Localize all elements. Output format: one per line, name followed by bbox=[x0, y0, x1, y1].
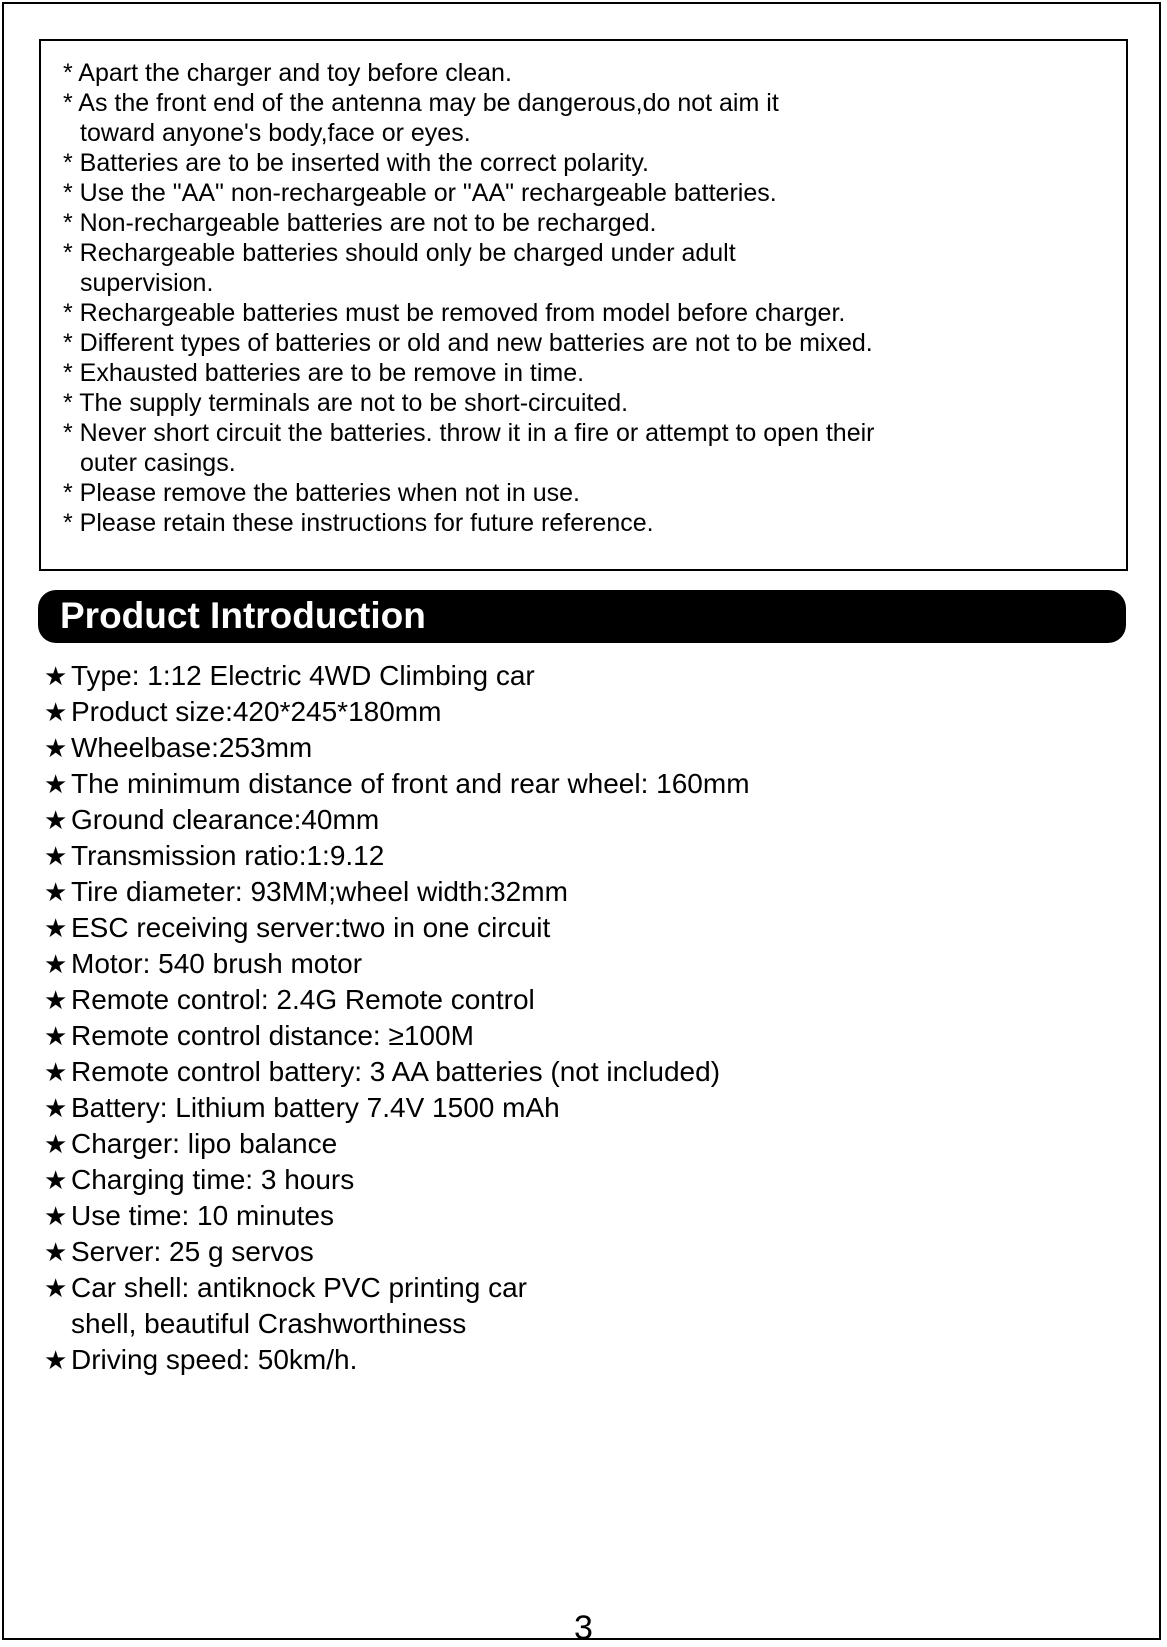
spec-text: Use time: 10 minutes bbox=[71, 1200, 334, 1231]
spec-item bbox=[44, 1198, 750, 1234]
spec-text: Wheelbase:253mm bbox=[71, 732, 313, 763]
page-number: 3 bbox=[574, 1609, 593, 1647]
star-icon: ★ bbox=[44, 769, 68, 799]
notice-item: * Different types of batteries or old and new batteries are not to be mixed. bbox=[63, 329, 873, 357]
spec-item bbox=[44, 874, 750, 910]
notice-item: * As the front end of the antenna may be dangerous,do not aim it toward anyone's body,face or eyes. bbox=[63, 89, 779, 147]
spec-text: ESC receiving server:two in one circuit bbox=[71, 912, 551, 943]
spec-text: Battery: Lithium battery 7.4V 1500 mAh bbox=[71, 1092, 560, 1123]
notice-item: * Non-rechargeable batteries are not to be recharged. bbox=[63, 209, 657, 237]
spec-item bbox=[44, 982, 750, 1018]
spec-text: Charger: lipo balance bbox=[71, 1128, 338, 1159]
notice-item: * Batteries are to be inserted with the correct polarity. bbox=[63, 149, 649, 177]
spec-text: Product size:420*245*180mm bbox=[71, 696, 442, 727]
spec-item bbox=[44, 1270, 750, 1342]
star-icon: ★ bbox=[44, 841, 68, 871]
star-icon: ★ bbox=[44, 697, 68, 727]
spec-item bbox=[44, 766, 750, 802]
section-title: Product Introduction bbox=[60, 595, 426, 636]
spec-text: Remote control: 2.4G Remote control bbox=[71, 984, 535, 1015]
spec-list bbox=[44, 658, 750, 1378]
spec-text: Type: 1:12 Electric 4WD Climbing car bbox=[71, 660, 535, 691]
spec-item bbox=[44, 730, 750, 766]
notice-item: * Rechargeable batteries must be removed from model before charger. bbox=[63, 299, 846, 327]
notice-item: * Rechargeable batteries should only be charged under adult supervision. bbox=[63, 239, 736, 297]
spec-item bbox=[44, 946, 750, 982]
spec-text: Transmission ratio:1:9.12 bbox=[71, 840, 385, 871]
star-icon: ★ bbox=[44, 1093, 68, 1123]
star-icon: ★ bbox=[44, 985, 68, 1015]
spec-item bbox=[44, 802, 750, 838]
spec-text: Tire diameter: 93MM;wheel width:32mm bbox=[71, 876, 568, 907]
star-icon: ★ bbox=[44, 1129, 68, 1159]
star-icon: ★ bbox=[44, 661, 68, 691]
star-icon: ★ bbox=[44, 1021, 68, 1051]
spec-text: Driving speed: 50km/h. bbox=[71, 1344, 358, 1375]
spec-item bbox=[44, 910, 750, 946]
spec-item bbox=[44, 1054, 750, 1090]
spec-text: Ground clearance:40mm bbox=[71, 804, 380, 835]
spec-item bbox=[44, 1018, 750, 1054]
spec-item bbox=[44, 1090, 750, 1126]
notice-item: * Apart the charger and toy before clean. bbox=[63, 59, 512, 87]
spec-item bbox=[44, 1342, 750, 1378]
notice-item: * Exhausted batteries are to be remove in time. bbox=[63, 359, 585, 387]
star-icon: ★ bbox=[44, 1201, 68, 1231]
spec-item bbox=[44, 1234, 750, 1270]
spec-text: Car shell: antiknock PVC printing car shell, beautiful Crashworthiness bbox=[71, 1272, 527, 1339]
star-icon: ★ bbox=[44, 1237, 68, 1267]
star-icon: ★ bbox=[44, 805, 68, 835]
safety-notice-list bbox=[63, 58, 910, 538]
spec-item bbox=[44, 838, 750, 874]
section-header-bar bbox=[38, 590, 1126, 643]
notice-item: * Please remove the batteries when not in use. bbox=[63, 479, 580, 507]
spec-text: Remote control battery: 3 AA batteries (not included) bbox=[71, 1056, 721, 1087]
spec-text: Motor: 540 brush motor bbox=[71, 948, 363, 979]
notice-item: * Use the "AA" non-rechargeable or "AA" rechargeable batteries. bbox=[63, 179, 777, 207]
notice-item: * Please retain these instructions for future reference. bbox=[63, 509, 654, 537]
star-icon: ★ bbox=[44, 1057, 68, 1087]
spec-item bbox=[44, 658, 750, 694]
spec-item bbox=[44, 1126, 750, 1162]
star-icon: ★ bbox=[44, 913, 68, 943]
star-icon: ★ bbox=[44, 1345, 68, 1375]
star-icon: ★ bbox=[44, 1165, 68, 1195]
spec-text: Server: 25 g servos bbox=[71, 1236, 314, 1267]
star-icon: ★ bbox=[44, 1273, 68, 1303]
star-icon: ★ bbox=[44, 877, 68, 907]
spec-text: Charging time: 3 hours bbox=[71, 1164, 355, 1195]
notice-item: * Never short circuit the batteries. throw it in a fire or attempt to open their outer casings. bbox=[63, 419, 875, 477]
notice-item: * The supply terminals are not to be short-circuited. bbox=[63, 389, 629, 417]
star-icon: ★ bbox=[44, 949, 68, 979]
spec-text: Remote control distance: ≥100M bbox=[71, 1020, 474, 1051]
spec-item bbox=[44, 694, 750, 730]
spec-item bbox=[44, 1162, 750, 1198]
safety-notice-box bbox=[39, 39, 1128, 571]
star-icon: ★ bbox=[44, 733, 68, 763]
spec-text: The minimum distance of front and rear wheel: 160mm bbox=[71, 768, 750, 799]
